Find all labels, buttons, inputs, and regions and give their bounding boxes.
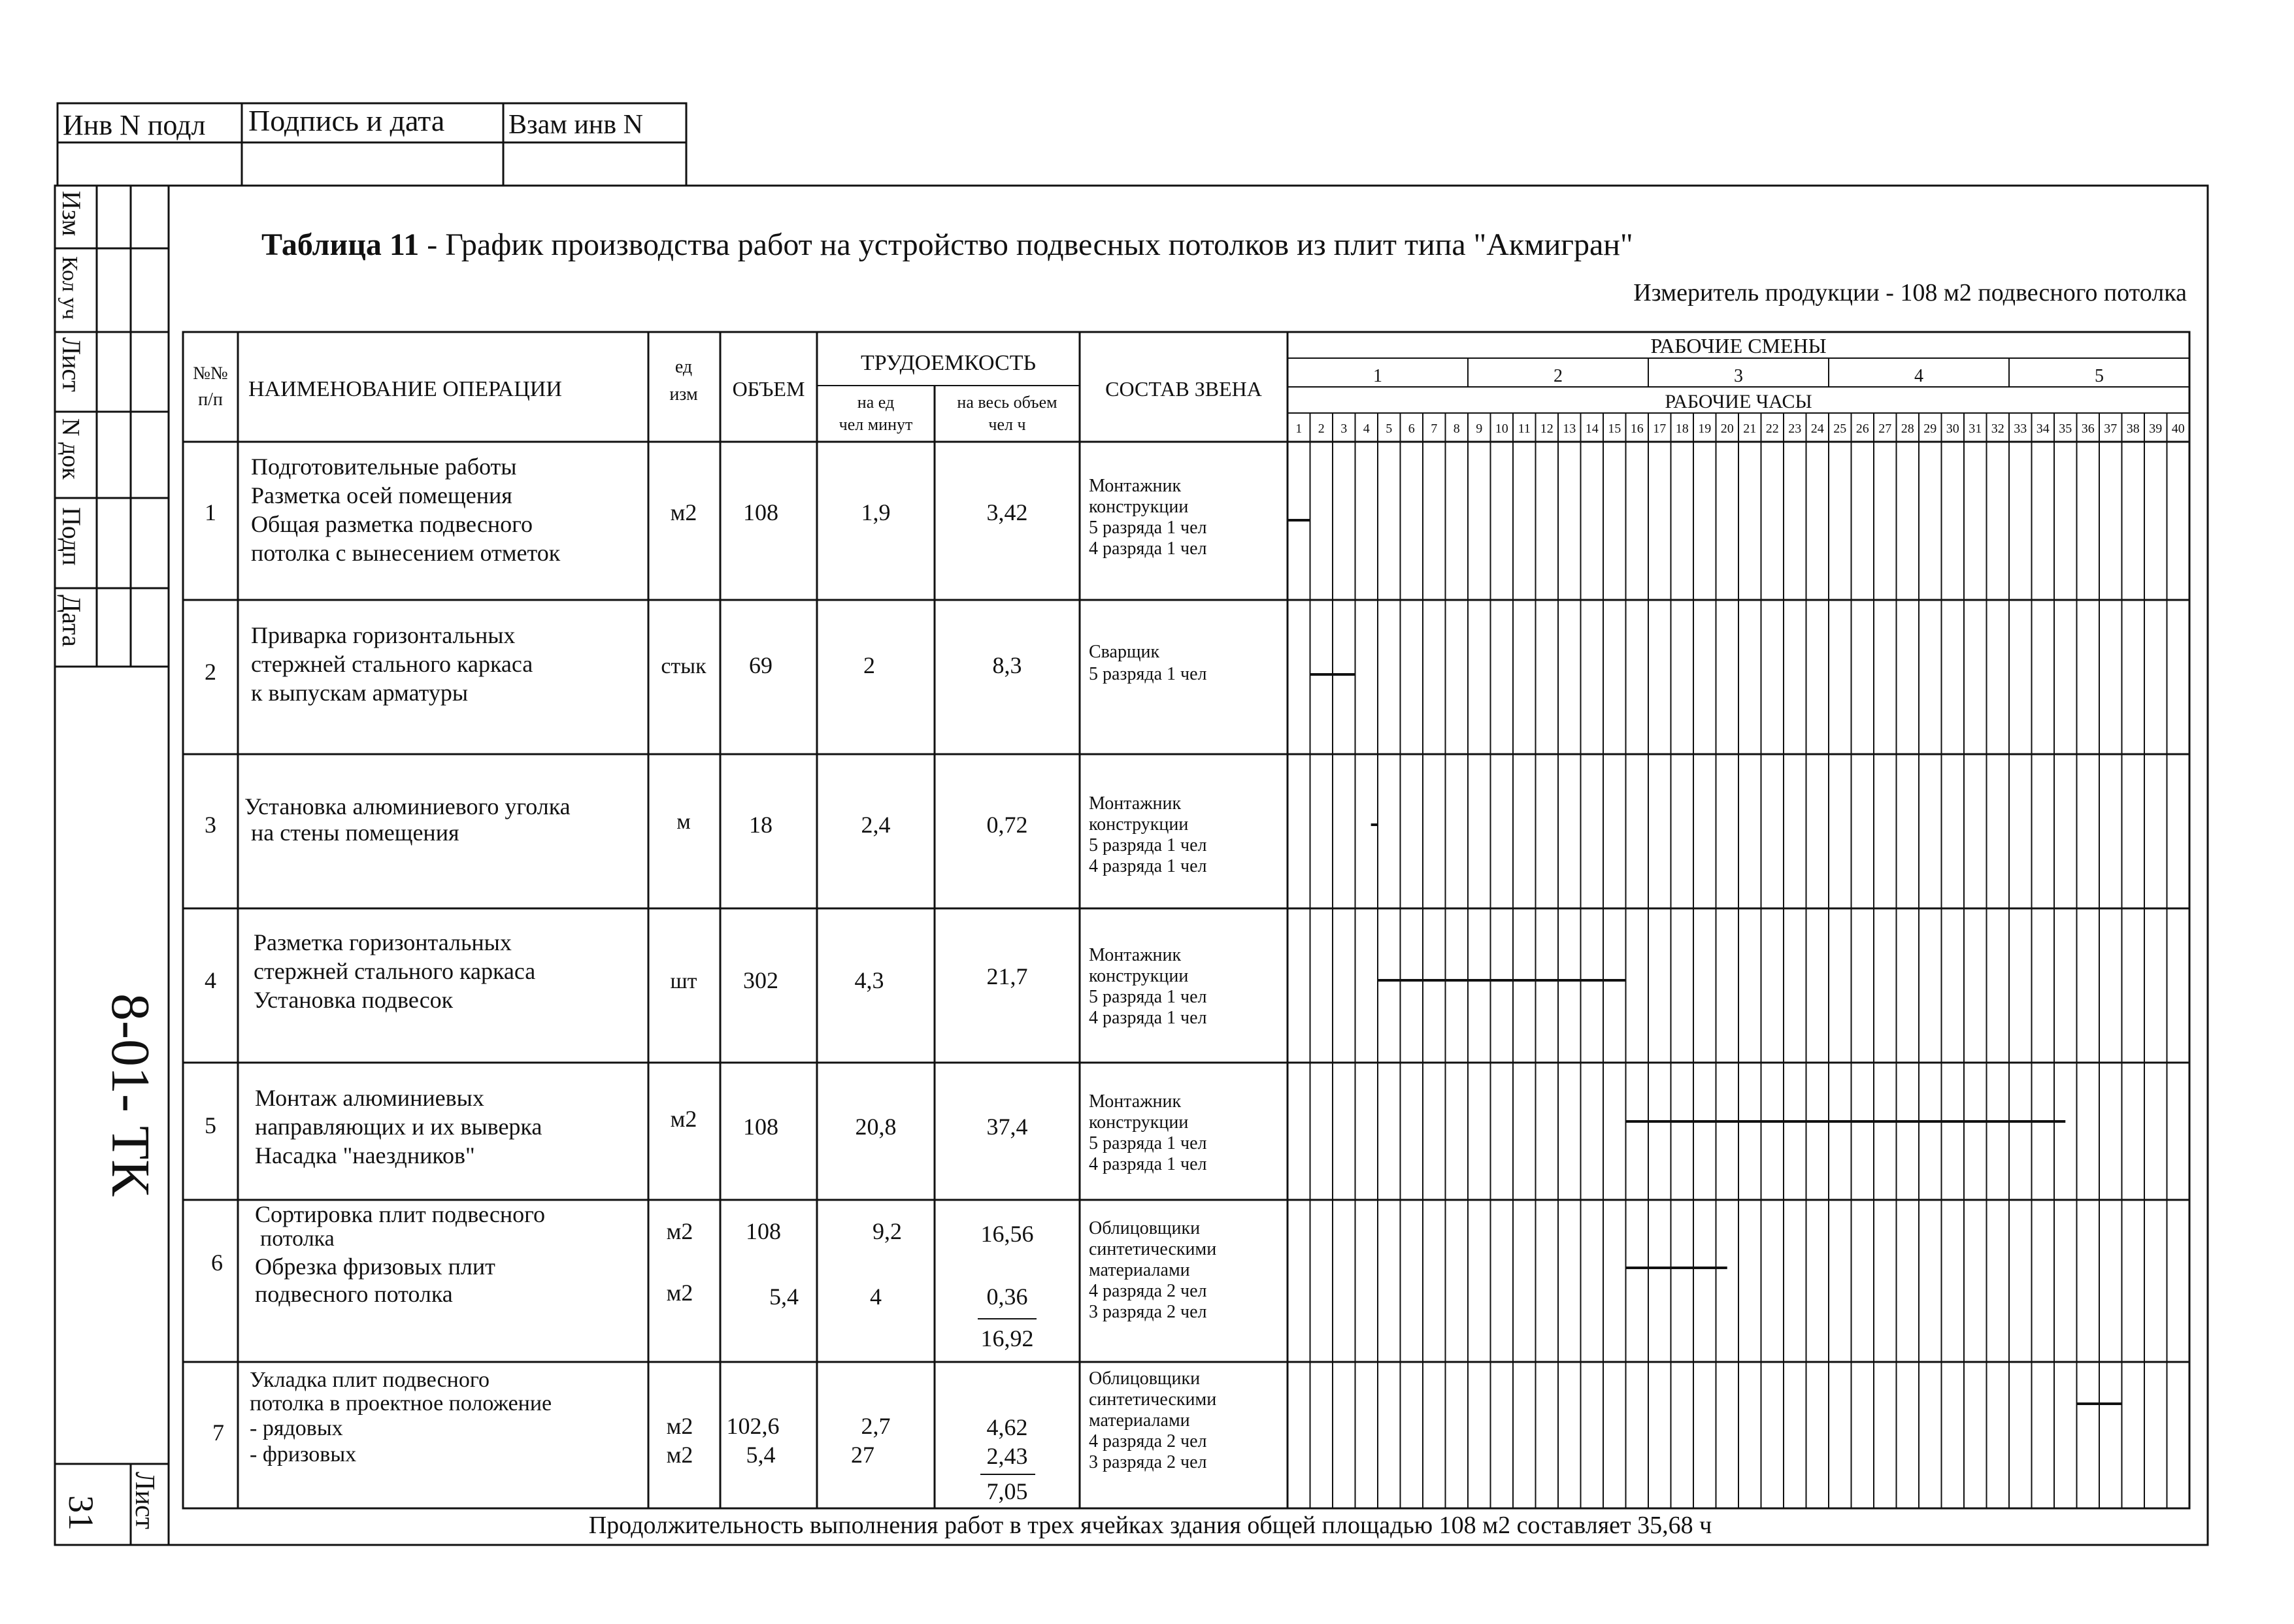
row-crew-line: 3 разряда 2 чел: [1089, 1302, 1207, 1322]
header-num-2: п/п: [198, 389, 223, 410]
row-crew-line: Монтажник: [1089, 793, 1182, 814]
row-num: 4: [205, 967, 216, 993]
row-labor-total: 21,7: [986, 963, 1028, 989]
row-crew-line: 3 разряда 2 чел: [1089, 1452, 1207, 1472]
left-stamp: [55, 186, 169, 1545]
stamp-sign-date-header: Подпись и дата: [248, 104, 445, 137]
hour-label: 25: [1833, 422, 1847, 436]
row-unit: м2: [666, 1280, 693, 1306]
hour-label: 34: [2036, 422, 2050, 436]
shift-2: 2: [1554, 366, 1563, 386]
row-crew-line: 5 разряда 1 чел: [1089, 1133, 1207, 1153]
row-name-line: Обрезка фризовых плит: [255, 1253, 495, 1280]
row-labor-total: 2,43: [986, 1443, 1028, 1469]
row-labor-unit: 20,8: [855, 1114, 897, 1140]
header-unit-1: ед: [674, 357, 693, 377]
row-crew-line: синтетическими: [1089, 1389, 1217, 1410]
row-name-line: Установка подвесок: [254, 987, 454, 1013]
row-crew-line: 4 разряда 1 чел: [1089, 539, 1207, 559]
row-crew-line: конструкции: [1089, 966, 1189, 986]
side-label-data: Дата: [57, 595, 86, 647]
hour-label: 4: [1363, 422, 1370, 436]
table-row: [211, 1201, 1216, 1351]
row-crew-line: материалами: [1089, 1260, 1190, 1280]
row-unit: шт: [670, 969, 697, 993]
hour-label: 32: [1991, 422, 2004, 436]
row-unit: м2: [670, 499, 697, 525]
row-unit: м2: [666, 1413, 693, 1439]
hour-grid: [1310, 413, 2167, 1508]
stamp-inv-header: Инв N подл: [63, 109, 206, 141]
header-labor-unit-1: на ед: [857, 393, 895, 412]
hour-label: 38: [2126, 422, 2140, 436]
row-labor-total: 16,56: [980, 1221, 1034, 1247]
row-name-line: Насадка "наездников": [255, 1142, 475, 1168]
row-volume: 5,4: [769, 1284, 799, 1310]
hour-label: 6: [1408, 422, 1415, 436]
row-num: 5: [205, 1112, 216, 1138]
row-name-line: Сортировка плит подвесного: [255, 1201, 546, 1227]
row-unit: м: [676, 810, 691, 834]
hour-label: 30: [1946, 422, 1959, 436]
row-name-line: к выпускам арматуры: [251, 680, 469, 706]
row-crew-line: материалами: [1089, 1410, 1190, 1431]
header-shifts: РАБОЧИЕ СМЕНЫ: [1650, 334, 1827, 357]
row-crew-line: 5 разряда 1 чел: [1089, 518, 1207, 538]
row-volume: 5,4: [746, 1442, 776, 1468]
hour-label: 3: [1340, 422, 1348, 436]
row-labor-unit: 9,2: [873, 1218, 902, 1244]
row-crew-line: 4 разряда 2 чел: [1089, 1431, 1207, 1451]
hour-label: 28: [1901, 422, 1914, 436]
header-unit-2: изм: [669, 384, 698, 405]
row-crew-line: 4 разряда 2 чел: [1089, 1281, 1207, 1301]
row-crew-line: 4 разряда 1 чел: [1089, 1008, 1207, 1028]
row-labor-unit: 27: [851, 1442, 874, 1468]
row-crew-line: 5 разряда 1 чел: [1089, 987, 1207, 1007]
row-name-line: Подготовительные работы: [251, 454, 517, 480]
row-volume: 108: [743, 1114, 778, 1140]
header-labor: ТРУДОЕМКОСТЬ: [861, 351, 1036, 375]
row-name-line: направляющих и их выверка: [255, 1114, 542, 1140]
row-crew-line: конструкции: [1089, 814, 1189, 835]
hour-label: 31: [1969, 422, 1982, 436]
hour-label: 9: [1476, 422, 1483, 436]
row-crew-line: Облицовщики: [1089, 1218, 1201, 1238]
hour-label: 37: [2104, 422, 2118, 436]
hour-label: 11: [1518, 422, 1531, 436]
hour-label: 15: [1608, 422, 1621, 436]
row-name-line: Разметка горизонтальных: [254, 929, 512, 955]
row-labor-total: 3,42: [986, 499, 1028, 525]
hour-label: 36: [2081, 422, 2095, 436]
row-crew-line: конструкции: [1089, 497, 1189, 517]
row-name-line: потолка: [260, 1227, 335, 1251]
row-labor-total: 0,72: [986, 812, 1028, 838]
hour-label: 14: [1585, 422, 1599, 436]
header-labor-total-1: на весь объем: [957, 393, 1057, 412]
table-title: [261, 227, 1633, 262]
header-labor-total-2: чел ч: [988, 415, 1026, 434]
row-name-line: стержней стального каркаса: [254, 958, 536, 984]
document-code: 8-01- ТК: [100, 993, 161, 1197]
measure-unit: Измеритель продукции - 108 м2 подвесного потолка: [1633, 279, 2187, 307]
header-volume: ОБЪЕМ: [732, 377, 805, 401]
row-num: 2: [205, 659, 216, 685]
hour-label: 20: [1720, 422, 1734, 436]
row-labor-sum: 7,05: [986, 1478, 1028, 1504]
row-volume: 69: [749, 652, 773, 678]
hour-label: 39: [2149, 422, 2163, 436]
footer-duration: Продолжительность выполнения работ в трех ячейках здания общей площадью 108 м2 составляет 35,68 ч: [588, 1512, 1712, 1539]
row-labor-unit: 4,3: [854, 967, 884, 993]
table-title-text: - График производства работ на устройство подвесных потолков из плит типа "Акмигран": [419, 227, 1633, 262]
row-num: 7: [212, 1419, 224, 1446]
row-name-line: на стены помещения: [251, 820, 459, 846]
top-stamp: [58, 103, 686, 186]
hour-label: 26: [1855, 422, 1869, 436]
row-name-line: Приварка горизонтальных: [251, 622, 516, 648]
row-num: 1: [205, 499, 216, 525]
hour-label: 16: [1630, 422, 1644, 436]
shift-4: 4: [1914, 366, 1923, 386]
table-row: [212, 1368, 1216, 1504]
row-crew-line: 5 разряда 1 чел: [1089, 664, 1207, 684]
row-crew-line: Монтажник: [1089, 1091, 1182, 1112]
row-unit: стык: [661, 654, 706, 678]
row-name-line: - рядовых: [250, 1416, 343, 1440]
row-labor-total: 0,36: [986, 1284, 1028, 1310]
row-crew-line: конструкции: [1089, 1112, 1189, 1133]
hour-label: 8: [1453, 422, 1460, 436]
row-labor-unit: 2,7: [861, 1413, 891, 1439]
row-labor-total: 37,4: [986, 1114, 1028, 1140]
row-labor-unit: 2: [863, 652, 875, 678]
hour-label: 12: [1540, 422, 1554, 436]
hour-label: 5: [1386, 422, 1393, 436]
side-label-kol: Кол уч: [58, 256, 82, 320]
shift-5: 5: [2095, 366, 2104, 386]
hour-labels: [1295, 422, 2185, 436]
row-labor-unit: 2,4: [861, 812, 891, 838]
row-name-line: - фризовых: [250, 1442, 357, 1467]
side-label-podp: Подп: [57, 507, 86, 566]
row-volume: 18: [749, 812, 773, 838]
hour-label: 24: [1810, 422, 1824, 436]
row-crew-line: Облицовщики: [1089, 1368, 1201, 1389]
hour-label: 13: [1563, 422, 1576, 436]
row-name-line: Монтаж алюминиевых: [255, 1085, 484, 1111]
shift-3: 3: [1734, 366, 1743, 386]
hour-label: 21: [1743, 422, 1757, 436]
header-num-1: №№: [193, 363, 228, 384]
row-crew-line: Монтажник: [1089, 945, 1182, 965]
row-name-line: подвесного потолка: [255, 1281, 453, 1307]
side-label-list: Лист: [57, 337, 86, 392]
hour-label: 35: [2059, 422, 2072, 436]
hour-label: 33: [2014, 422, 2027, 436]
table-row: [205, 929, 1207, 1028]
hour-label: 10: [1495, 422, 1508, 436]
row-name-line: Укладка плит подвесного: [250, 1368, 490, 1392]
hour-label: 17: [1653, 422, 1667, 436]
hour-label: 18: [1675, 422, 1689, 436]
sheet-number: 31: [61, 1495, 101, 1531]
table-row: [205, 793, 1207, 876]
table-row: [205, 1085, 1207, 1174]
row-name-line: потолка с вынесением отметок: [251, 540, 561, 566]
side-label-ndok: N док: [57, 418, 84, 480]
row-name-line: Установка алюминиевого уголка: [244, 793, 571, 820]
header-name: НАИМЕНОВАНИЕ ОПЕРАЦИИ: [248, 377, 562, 401]
row-name-line: Общая разметка подвесного: [251, 511, 533, 537]
hour-label: 2: [1318, 422, 1325, 436]
table-title-number: Таблица 11: [261, 227, 420, 262]
row-volume: 108: [746, 1218, 781, 1244]
hour-label: 22: [1765, 422, 1779, 436]
row-unit: м2: [670, 1106, 697, 1132]
hour-label: 40: [2171, 422, 2185, 436]
row-crew-line: 5 разряда 1 чел: [1089, 835, 1207, 855]
row-name-line: потолка в проектное положение: [250, 1391, 552, 1416]
sheet-label: Лист: [129, 1472, 159, 1529]
row-labor-sum: 16,92: [980, 1325, 1034, 1351]
row-labor-unit: 1,9: [861, 499, 891, 525]
row-volume: 102,6: [726, 1413, 780, 1439]
row-crew-line: 4 разряда 1 чел: [1089, 856, 1207, 876]
row-volume: 302: [743, 967, 778, 993]
row-unit: м2: [666, 1218, 693, 1244]
hour-label: 29: [1923, 422, 1937, 436]
row-volume: 108: [743, 499, 778, 525]
row-labor-unit: 4: [870, 1284, 882, 1310]
hour-label: 19: [1698, 422, 1712, 436]
table-row: [205, 454, 1207, 566]
header-hours: РАБОЧИЕ ЧАСЫ: [1665, 391, 1812, 412]
header-labor-unit-2: чел минут: [839, 415, 913, 434]
row-unit: м2: [666, 1442, 693, 1468]
hour-label: 7: [1431, 422, 1438, 436]
row-num: 3: [205, 812, 216, 838]
row-labor-total: 8,3: [992, 652, 1022, 678]
gantt-bars: [1288, 520, 2122, 1404]
row-num: 6: [211, 1250, 223, 1276]
stamp-replace-header: Взам инв N: [508, 110, 643, 140]
shift-1: 1: [1373, 366, 1382, 386]
row-labor-total: 4,62: [986, 1414, 1028, 1440]
row-crew-line: Монтажник: [1089, 476, 1182, 496]
header-crew: СОСТАВ ЗВЕНА: [1105, 377, 1262, 401]
table-row: [205, 622, 1207, 706]
row-crew-line: 4 разряда 1 чел: [1089, 1154, 1207, 1174]
hour-label: 1: [1295, 422, 1303, 436]
row-crew-line: Сварщик: [1089, 642, 1160, 662]
row-name-line: стержней стального каркаса: [251, 651, 533, 677]
side-label-izm: Изм: [57, 191, 86, 237]
row-crew-line: синтетическими: [1089, 1239, 1217, 1259]
row-name-line: Разметка осей помещения: [251, 482, 512, 508]
hour-label: 23: [1788, 422, 1802, 436]
hour-label: 27: [1878, 422, 1892, 436]
table-header: [193, 334, 2184, 436]
